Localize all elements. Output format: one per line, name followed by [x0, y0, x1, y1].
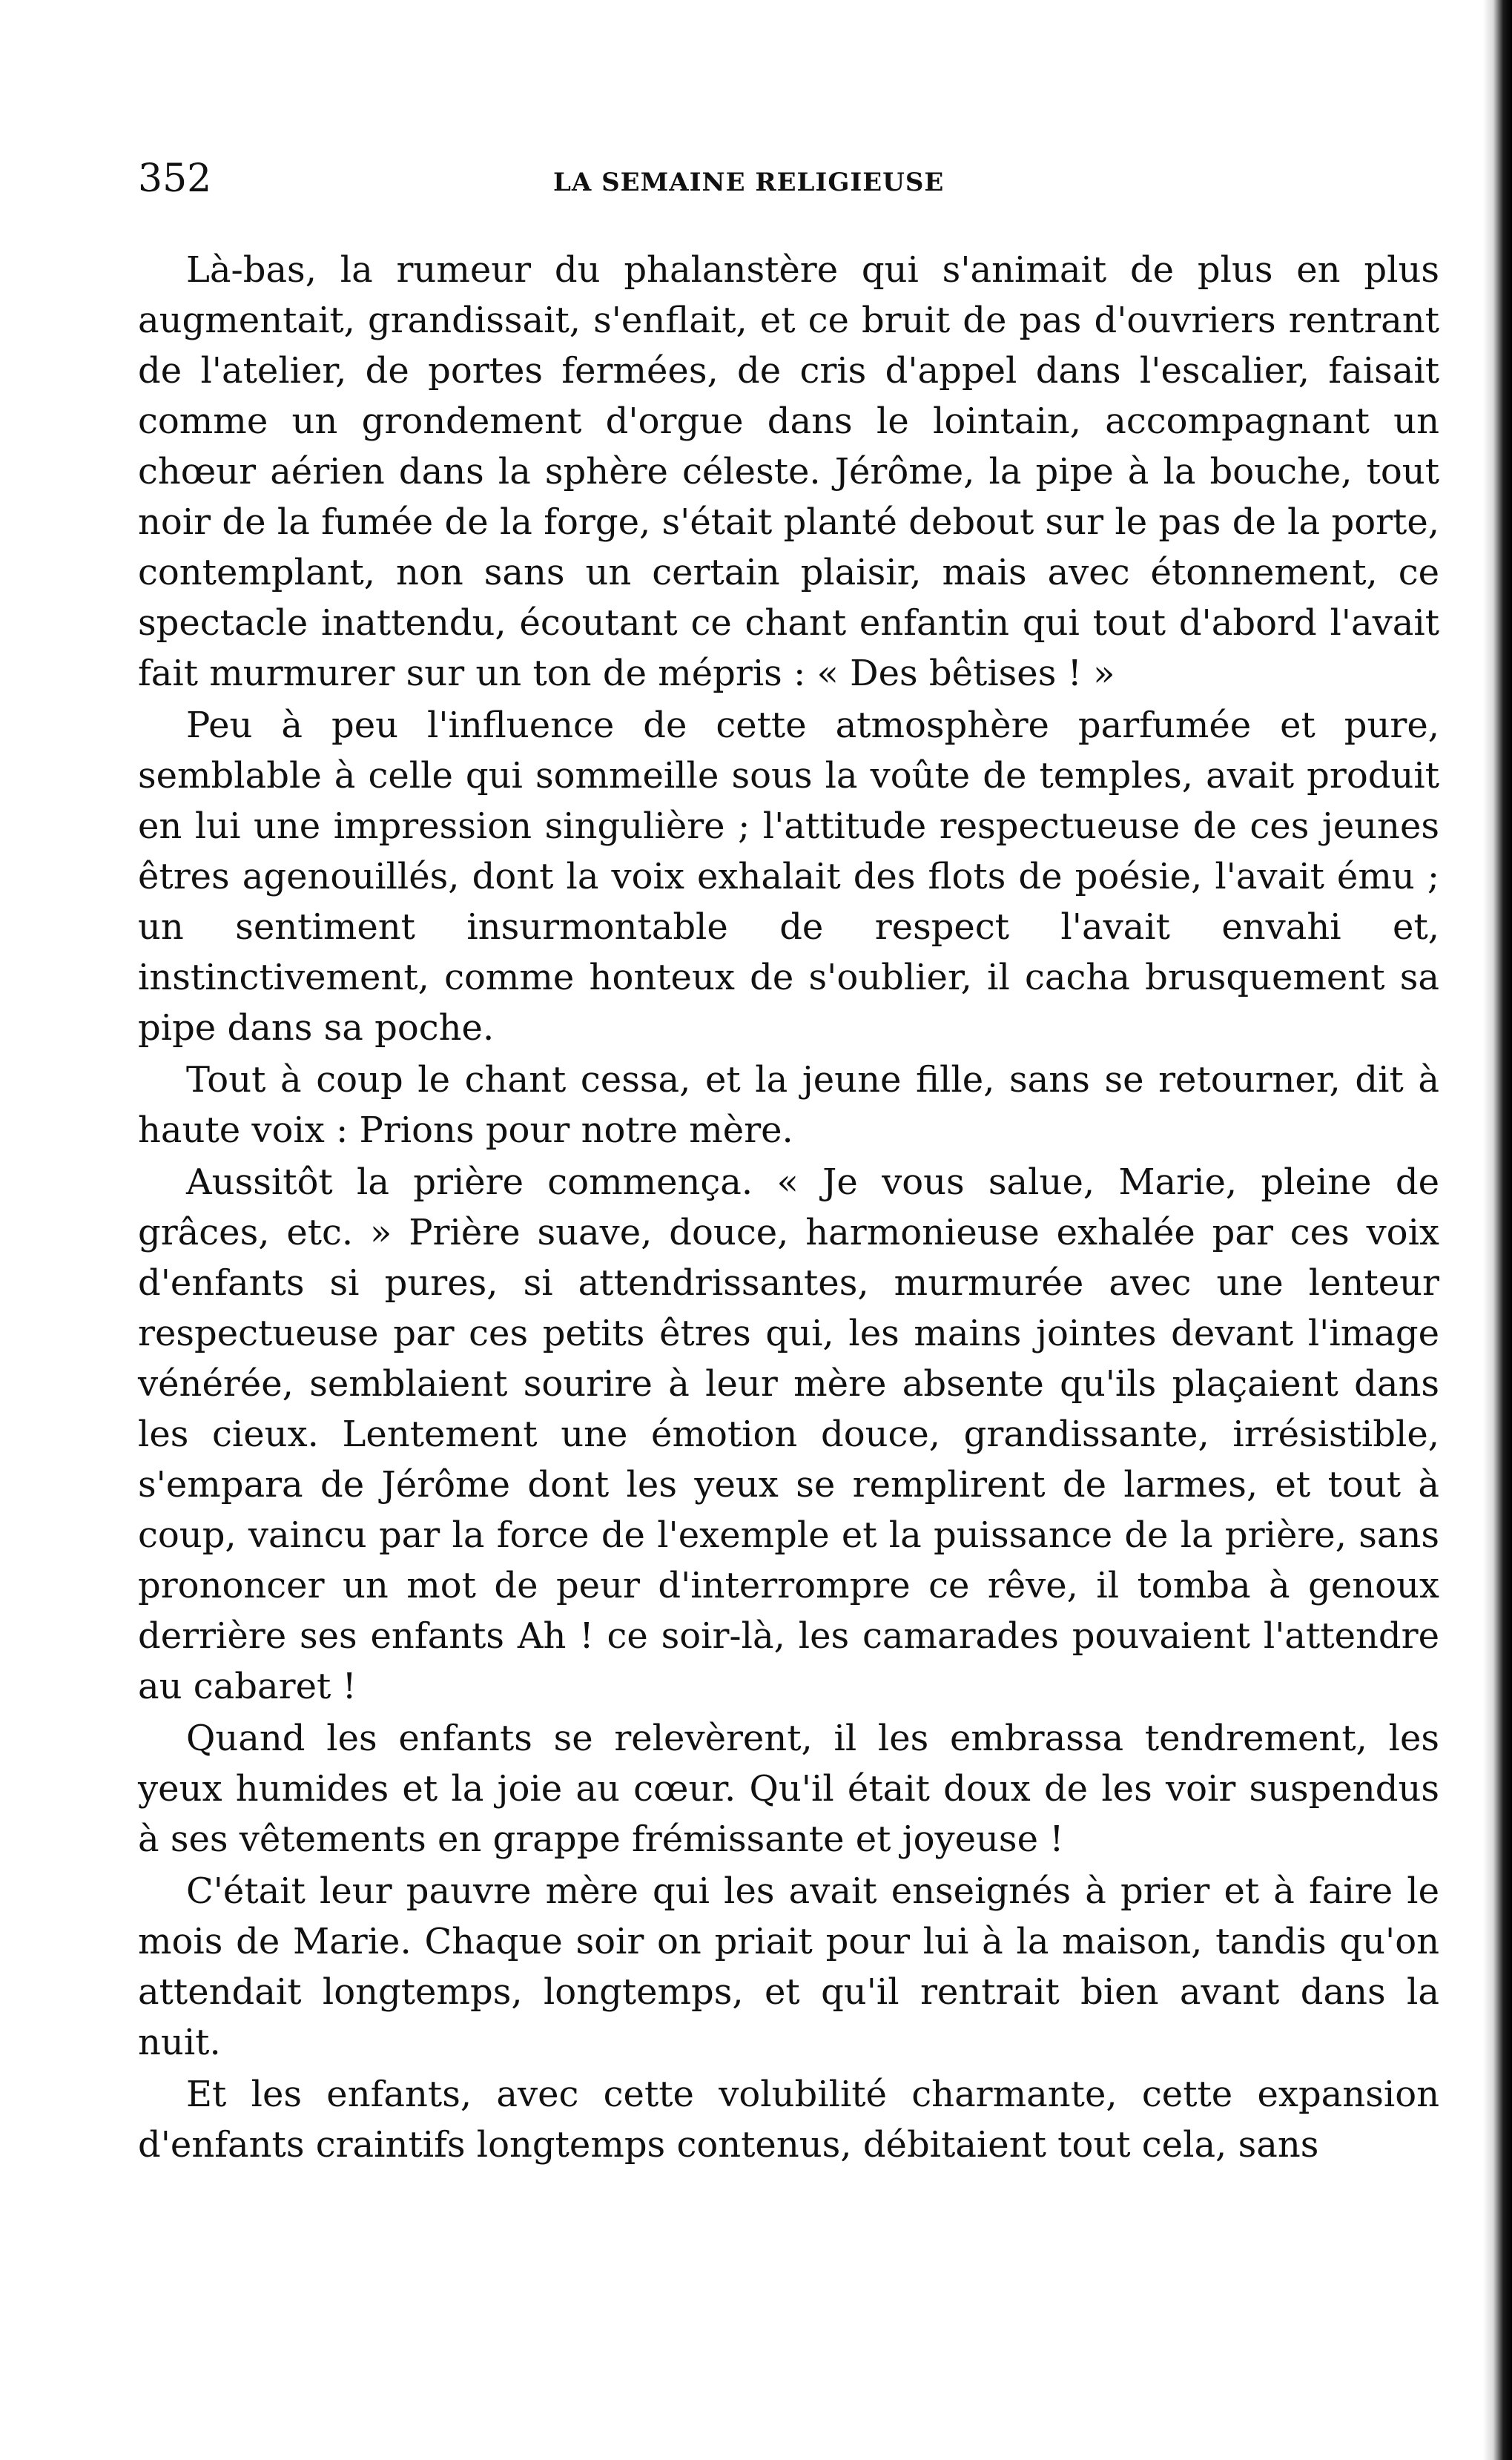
page-number: 352 [138, 156, 212, 201]
body-text [138, 245, 1439, 2172]
page-edge-shadow [1483, 0, 1512, 2460]
running-title: LA SEMAINE RELIGIEUSE [553, 168, 945, 197]
paragraph: Peu à peu l'influence de cette atmosphère parfumée et pure, semblable à celle qui sommeille sous la voûte de temples, avait produit en lui une impression singulière ; l'attitude respectueuse de ces jeunes êtres agenouillés, dont la voix exhalait des flots de poésie, l'avait ému ; un sentiment insurmontable de respect l'avait envahi et, instinctivement, comme honteux de s'oublier, il cacha brusquement sa pipe dans sa poche. [138, 705, 1439, 1049]
paragraph: Quand les enfants se relevèrent, il les embrassa tendrement, les yeux humides et la joie au cœur. Qu'il était doux de les voir suspendus à ses vêtements en grappe frémissante et joyeuse ! [138, 1718, 1439, 1860]
paragraph: C'était leur pauvre mère qui les avait enseignés à prier et à faire le mois de Marie. Chaque soir on priait pour lui à la maison, tandis qu'on attendait longtemps, longtemps, et qu'il rentrait bien avant dans la nuit. [138, 1870, 1439, 2063]
paragraph: Aussitôt la prière commença. « Je vous salue, Marie, pleine de grâces, etc. » Prière suave, douce, harmonieuse exhalée par ces voix d'enfants si pures, si attendrissantes, murmurée avec une lenteur respectueuse par ces petits êtres qui, les mains jointes devant l'image vénérée, semblaient sourire à leur mère absente qu'ils plaçaient dans les cieux. Lentement une émotion douce, grandissante, irrésistible, s'empara de Jérôme dont les yeux se remplirent de larmes, et tout à coup, vaincu par la force de l'exemple et la puissance de la prière, sans prononcer un mot de peur d'interrompre ce rêve, il tomba à genoux derrière ses enfants Ah ! ce soir-là, les camarades pouvaient l'attendre au cabaret ! [138, 1161, 1439, 1707]
paragraph: Tout à coup le chant cessa, et la jeune fille, sans se retourner, dit à haute voix : Prions pour notre mère. [138, 1059, 1439, 1151]
paragraph: Et les enfants, avec cette volubilité charmante, cette expansion d'enfants craintifs longtemps contenus, débitaient tout cela, sans [138, 2074, 1439, 2166]
page-header [138, 156, 1280, 219]
paragraph: Là-bas, la rumeur du phalanstère qui s'animait de plus en plus augmentait, grandissait, s'enflait, et ce bruit de pas d'ouvriers rentrant de l'atelier, de portes fermées, de cris d'appel dans l'escalier, faisait comme un grondement d'orgue dans le lointain, accompagnant un chœur aérien dans la sphère céleste. Jérôme, la pipe à la bouche, tout noir de la fumée de la forge, s'était planté debout sur le pas de la porte, contemplant, non sans un certain plaisir, mais avec étonnement, ce spectacle inattendu, écoutant ce chant enfantin qui tout d'abord l'avait fait murmurer sur un ton de mépris : « Des bêtises ! » [138, 249, 1439, 694]
